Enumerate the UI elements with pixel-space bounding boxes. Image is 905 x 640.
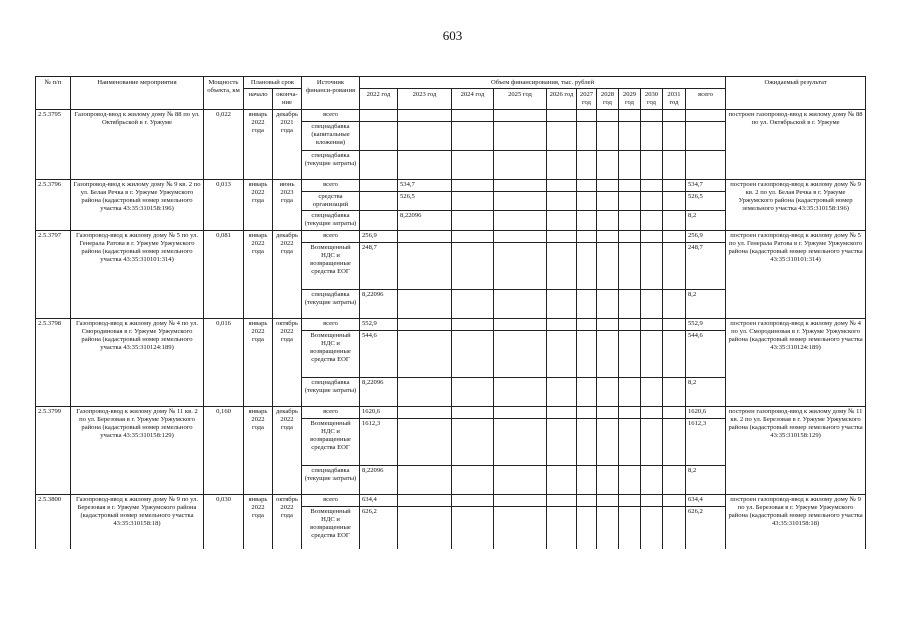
record-name: Газопровод-ввод к жилому дому № 88 по ул. Октябрьской в г. Уржуме	[71, 109, 204, 179]
record-source: Возмещенный НДС и возвращенные средства ЕОГ	[302, 506, 360, 549]
record-source: спецнадбавка (текущие затраты)	[302, 289, 360, 318]
record-name: Газопровод-ввод к жилому дому № 9 кв. 2 по ул. Белая Речка в г. Уржуме Уржумского района (кадастровый номер земельного участка 43:35:310158:196)	[71, 179, 204, 230]
record-end: декабрь 2022 года	[273, 230, 302, 318]
header-volume: Объем финансирования, тыс. рублей	[360, 77, 726, 89]
record-end: октябрь 2022 года	[273, 494, 302, 549]
value-total: 626,2	[686, 506, 726, 549]
record-source: всего	[302, 318, 360, 330]
record-source: спецнадбавка (текущие затраты)	[302, 150, 360, 179]
value-2022	[360, 191, 398, 210]
value-2022: 8,22096	[360, 289, 398, 318]
record-name: Газопровод-ввод к жилому дому № 5 по ул. Генерала Ратова в г. Уржуме Уржумского района (кадастровый номер земельного участка 43:35:310101:314)	[71, 230, 204, 318]
record-source: спецнадбавка (текущие затраты)	[302, 211, 360, 230]
record-source: всего	[302, 230, 360, 242]
value-2023	[398, 494, 452, 506]
value-2022: 256,9	[360, 230, 398, 242]
value-2023	[398, 506, 452, 549]
table-row	[36, 406, 866, 418]
value-2023	[398, 418, 452, 465]
value-2022	[360, 179, 398, 191]
value-2022: 8,22096	[360, 377, 398, 406]
record-capacity: 0,013	[204, 179, 244, 230]
header-end: оконча-ние	[273, 89, 302, 109]
value-2023	[398, 330, 452, 377]
record-capacity: 0,160	[204, 406, 244, 494]
value-2022: 634,4	[360, 494, 398, 506]
value-2022: 626,2	[360, 506, 398, 549]
record-source: Возмещенный НДС и возвращенные средства ЕОГ	[302, 330, 360, 377]
value-total: 526,5	[686, 191, 726, 210]
table-row	[36, 494, 866, 506]
value-2023	[398, 150, 452, 179]
header-year: 2028 год	[597, 89, 619, 109]
record-source: всего	[302, 109, 360, 121]
record-start: январь 2022 года	[244, 318, 273, 406]
value-total: 8,2	[686, 377, 726, 406]
value-2022: 248,7	[360, 242, 398, 289]
record-num: 2.5.3799	[36, 406, 71, 494]
value-2022	[360, 150, 398, 179]
header-year: 2022 год	[360, 89, 398, 109]
record-result: построен газопровод-ввод к жилому дому № 9 по ул. Березовая в г. Уржуме Уржумского района (кадастровый номер земельного участка 43:35:310158:18)	[726, 494, 866, 549]
header-planned-term: Плановый срок	[244, 77, 302, 89]
record-num: 2.5.3795	[36, 109, 71, 179]
record-source: спецнадбавка (текущие затраты)	[302, 465, 360, 494]
value-total	[686, 109, 726, 121]
header-year: 2023 год	[398, 89, 452, 109]
header-name: Наименование мероприятия	[71, 77, 204, 110]
record-result: построен газопровод-ввод к жилому дому № 11 кв. 2 по ул. Березовая в г. Уржуме Уржумского района (кадастровый номер земельного участка 43:35:310158:129)	[726, 406, 866, 494]
record-name: Газопровод-ввод к жилому дому № 11 кв. 2 по ул. Березовая в г. Уржуме Уржумского района (кадастровый номер земельного участка 43:35:310158:129)	[71, 406, 204, 494]
header-year: 2029 год	[619, 89, 641, 109]
value-total: 248,7	[686, 242, 726, 289]
record-result: построен газопровод-ввод к жилому дому № 4 по ул. Смородиновая в г. Уржуме Уржумского района (кадастровый номер земельного участка 43:35:310124:189)	[726, 318, 866, 406]
value-2023	[398, 109, 452, 121]
record-end: декабрь 2021 года	[273, 109, 302, 179]
value-2023	[398, 242, 452, 289]
record-source: средства организаций	[302, 191, 360, 210]
value-total: 8,2	[686, 465, 726, 494]
record-start: январь 2022 года	[244, 494, 273, 549]
value-total	[686, 150, 726, 179]
header-year: 2025 год	[494, 89, 547, 109]
record-source: спецнадбавка (капитальные вложения)	[302, 121, 360, 150]
value-total: 256,9	[686, 230, 726, 242]
value-2023: 8,22096	[398, 211, 452, 230]
value-2022: 552,9	[360, 318, 398, 330]
value-total: 8,2	[686, 211, 726, 230]
value-2023: 534,7	[398, 179, 452, 191]
header-year: 2026 год	[547, 89, 577, 109]
header-start: начало	[244, 89, 273, 109]
record-num: 2.5.3797	[36, 230, 71, 318]
value-total: 552,9	[686, 318, 726, 330]
value-2022	[360, 211, 398, 230]
header-num: № п/п	[36, 77, 71, 110]
table-row	[36, 318, 866, 330]
value-2023: 526,5	[398, 191, 452, 210]
value-total	[686, 121, 726, 150]
table-row	[36, 230, 866, 242]
value-2022: 1620,6	[360, 406, 398, 418]
page-number: 603	[442, 28, 463, 43]
record-result: построен газопровод-ввод к жилому дому № 88 по ул. Октябрьской в г. Уржуме	[726, 109, 866, 179]
header-result: Ожидаемый результат	[726, 77, 866, 110]
record-capacity: 0,022	[204, 109, 244, 179]
value-2023	[398, 377, 452, 406]
value-2023	[398, 465, 452, 494]
header-year: 2027 год	[577, 89, 597, 109]
header-total: всего	[686, 89, 726, 109]
record-source: Возмещенный НДС и возвращенные средства ЕОГ	[302, 242, 360, 289]
value-2022	[360, 121, 398, 150]
record-end: октябрь 2022 года	[273, 318, 302, 406]
value-2022: 1612,3	[360, 418, 398, 465]
header-source: Источник финанси-рования	[302, 77, 360, 110]
record-source: всего	[302, 494, 360, 506]
value-2023	[398, 230, 452, 242]
record-end: декабрь 2022 года	[273, 406, 302, 494]
financing-table	[35, 76, 866, 549]
value-total: 634,4	[686, 494, 726, 506]
record-start: январь 2022 года	[244, 179, 273, 230]
value-2023	[398, 121, 452, 150]
value-2022: 8,22096	[360, 465, 398, 494]
record-num: 2.5.3798	[36, 318, 71, 406]
record-result: построен газопровод-ввод к жилому дому № 9 кв. 2 по ул. Белая Речка в г. Уржуме Уржумского района (кадастровый номер земельного участка 43:35:310158:196)	[726, 179, 866, 230]
record-start: январь 2022 года	[244, 230, 273, 318]
header-capacity: Мощность объекта, км	[204, 77, 244, 110]
value-total: 8,2	[686, 289, 726, 318]
value-total: 1612,3	[686, 418, 726, 465]
record-result: построен газопровод-ввод к жилому дому № 5 по ул. Генерала Ратова в г. Уржуме Уржумского района (кадастровый номер земельного участка 43:35:310101:314)	[726, 230, 866, 318]
record-name: Газопровод-ввод к жилому дому № 9 по ул. Березовая в г. Уржуме Уржумского района (кадастровый номер земельного участка 43:35:310158:18)	[71, 494, 204, 549]
header-year: 2024 год	[452, 89, 494, 109]
record-capacity: 0,030	[204, 494, 244, 549]
record-capacity: 0,081	[204, 230, 244, 318]
header-year: 2031 год	[663, 89, 686, 109]
record-source: Возмещенный НДС и возвращенные средства ЕОГ	[302, 418, 360, 465]
table-header	[36, 77, 866, 110]
value-2022	[360, 109, 398, 121]
value-2022: 544,6	[360, 330, 398, 377]
value-2023	[398, 318, 452, 330]
record-start: январь 2022 года	[244, 109, 273, 179]
record-name: Газопровод-ввод к жилому дому № 4 по ул. Смородиновая в г. Уржуме Уржумского района (кадастровый номер земельного участка 43:35:310124:189)	[71, 318, 204, 406]
record-source: всего	[302, 406, 360, 418]
record-source: всего	[302, 179, 360, 191]
table-row	[36, 109, 866, 121]
value-total: 544,6	[686, 330, 726, 377]
record-start: январь 2022 года	[244, 406, 273, 494]
value-2023	[398, 406, 452, 418]
record-source: спецнадбавка (текущие затраты)	[302, 377, 360, 406]
value-2023	[398, 289, 452, 318]
record-end: июнь 2023 года	[273, 179, 302, 230]
record-num: 2.5.3800	[36, 494, 71, 549]
record-num: 2.5.3796	[36, 179, 71, 230]
value-total: 1620,6	[686, 406, 726, 418]
value-total: 534,7	[686, 179, 726, 191]
header-year: 2030 год	[641, 89, 663, 109]
record-capacity: 0,016	[204, 318, 244, 406]
table-row	[36, 179, 866, 191]
